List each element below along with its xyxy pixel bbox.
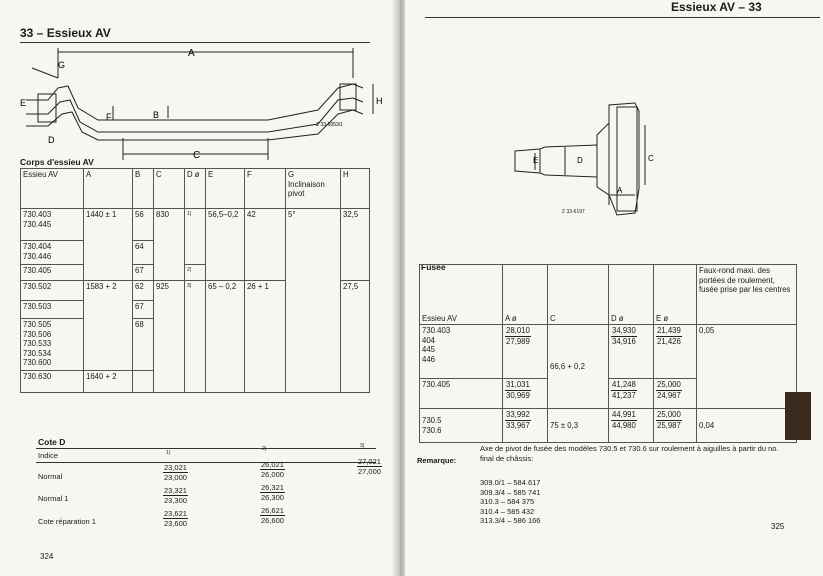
d-cell: $\frac{34,930}{34,916}$ xyxy=(609,325,654,379)
essieu-cell: 730.405 xyxy=(420,379,503,409)
cote-d-title: Cote D xyxy=(38,437,66,447)
f-cell: 42 xyxy=(245,209,286,281)
e-cell: $\frac{25,000}{24,967}$ xyxy=(654,379,697,409)
essieu-cell: 730.502 xyxy=(21,281,84,301)
chassis-item: 309.0/1 – 584 617 xyxy=(480,478,541,487)
cote-value: $\frac{26,321}{26,300}$ xyxy=(261,483,284,502)
g-cell: 5° xyxy=(286,209,341,393)
c-cell: 830 xyxy=(154,209,185,281)
chassis-item: 309.3/4 – 585 741 xyxy=(480,487,541,497)
essieu-cell: 730.5 730.6 xyxy=(420,409,503,443)
h-cell: 32,5 xyxy=(341,209,370,281)
e-cell: $\frac{25,000}{25,987}$ xyxy=(654,409,697,443)
faux-rond-cell: 0,04 xyxy=(697,409,797,443)
corps-title: Corps d'essieu AV xyxy=(20,157,94,167)
b-cell: 67 xyxy=(133,301,154,319)
header-d: D ø xyxy=(185,169,206,209)
chassis-item: 310.3 – 584 375 xyxy=(480,497,535,506)
f-cell: 26 + 1 xyxy=(245,281,286,393)
essieu-cell: 730.630 xyxy=(21,371,84,393)
fusee-label-d: D xyxy=(577,156,583,165)
dim-label-f: F xyxy=(106,112,112,122)
h-cell: 27,5 xyxy=(341,281,370,393)
page-number-right: 325 xyxy=(771,522,785,531)
essieu-cell: 730.403 404 445 446 xyxy=(420,325,503,379)
header-b: B xyxy=(133,169,154,209)
chassis-item: 313.3/4 – 586 166 xyxy=(480,516,541,525)
essieu-cell: 730.503 xyxy=(21,301,84,319)
section-thumb-tab xyxy=(785,392,811,440)
header-f: F xyxy=(245,169,286,209)
a-cell: $\frac{28,010}{27,989}$ xyxy=(503,325,548,379)
header-g: G Inclinaison pivot xyxy=(286,169,341,209)
c-cell: 925 xyxy=(154,281,185,393)
indice-col-1: 1) xyxy=(166,450,171,456)
fusee-table xyxy=(419,264,797,443)
header-e: E xyxy=(206,169,245,209)
d-cell: $\frac{41,248}{41,237}$ xyxy=(609,379,654,409)
axle-diagram xyxy=(18,48,388,163)
cote-row-label: Normal xyxy=(38,472,63,481)
cote-value: $\frac{23,321}{23,300}$ xyxy=(164,486,187,505)
e-cell: 56,5–0,2 xyxy=(206,209,245,281)
fusee-title: Fusée xyxy=(421,262,446,272)
faux-rond-cell: 0,05 xyxy=(697,325,797,409)
indice-col-3: 3) xyxy=(360,443,365,449)
essieu-cell: 730.403 730.445 xyxy=(21,209,84,241)
fusee-label-c: C xyxy=(648,154,654,163)
header-d: D ø xyxy=(609,265,654,325)
cote-row-label: Cote réparation 1 xyxy=(38,517,96,526)
remarque-label: Remarque: xyxy=(417,456,457,465)
diagram-ref: Z 33-6053/1 xyxy=(316,122,343,128)
header-faux-rond: Faux-rond maxi. des portées de roulement, fusée prise par les centres xyxy=(697,265,797,325)
dim-label-g: G xyxy=(58,60,66,70)
b-cell: 62 xyxy=(133,281,154,301)
b-cell: 64 xyxy=(133,241,154,265)
d-cell: 3) xyxy=(185,281,206,393)
dim-label-c: C xyxy=(193,150,201,161)
e-cell: $\frac{21,439}{21,426}$ xyxy=(654,325,697,379)
cote-value: $\frac{27,021}{27,000}$ xyxy=(358,457,381,476)
dim-label-e: E xyxy=(20,98,27,108)
fusee-label-e: E xyxy=(533,156,539,165)
left-page xyxy=(0,0,395,576)
remarque-text: Axe de pivot de fusée des modèles 730.5 et 730.6 sur roulement à aiguilles à partir du no. final de châssis: xyxy=(480,444,779,463)
a-cell: $\frac{31,031}{30,969}$ xyxy=(503,379,548,409)
dim-label-d: D xyxy=(48,135,55,145)
chassis-list xyxy=(480,478,540,526)
cote-value: $\frac{26,621}{26,600}$ xyxy=(261,506,284,525)
indice-label: Indice xyxy=(38,451,59,460)
a-cell: 1640 + 2 xyxy=(84,371,133,393)
page-number-left: 324 xyxy=(40,552,54,561)
c-cell: 66,6 + 0,2 xyxy=(548,325,609,409)
header-essieu: Essieu AV xyxy=(420,265,503,325)
cote-value: $\frac{23,021}{23,000}$ xyxy=(164,463,187,482)
fusee-diagram xyxy=(505,95,655,225)
header-a: A xyxy=(84,169,133,209)
b-cell: 56 xyxy=(133,209,154,241)
e-cell: 65 – 0,2 xyxy=(206,281,245,393)
essieu-cell: 730.405 xyxy=(21,265,84,281)
header-essieu: Essieu AV xyxy=(21,169,84,209)
left-page-title: 33 – Essieux AV xyxy=(20,26,111,40)
right-page xyxy=(405,0,823,576)
dim-label-b: B xyxy=(153,110,160,120)
cote-value: $\frac{26,021}{26,000}$ xyxy=(261,460,284,479)
header-e: E ø xyxy=(654,265,697,325)
d-cell: 2) xyxy=(185,265,206,281)
header-c: C xyxy=(154,169,185,209)
b-cell: 67 xyxy=(133,265,154,281)
cote-value: $\frac{23,621}{23,600}$ xyxy=(164,509,187,528)
corps-table xyxy=(20,168,370,393)
right-page-title: Essieux AV – 33 xyxy=(671,0,762,14)
d-cell: 1) xyxy=(185,209,206,265)
indice-col-2: 2) xyxy=(262,446,267,452)
a-cell: 1440 ± 1 xyxy=(84,209,133,281)
essieu-cell: 730.505 730.506 730.533 730.534 730.600 xyxy=(21,319,84,371)
dim-label-a: A xyxy=(188,48,195,59)
a-cell: 1583 + 2 xyxy=(84,281,133,371)
d-cell: $\frac{44,991}{44,980}$ xyxy=(609,409,654,443)
header-c: C xyxy=(548,265,609,325)
dim-label-h: H xyxy=(376,96,383,106)
cote-row-label: Normal 1 xyxy=(38,494,69,503)
header-a: A ø xyxy=(503,265,548,325)
c-cell: 75 ± 0,3 xyxy=(548,409,609,443)
fusee-label-a: A xyxy=(617,186,623,195)
b-cell: 68 xyxy=(133,319,154,371)
essieu-cell: 730.404 730.446 xyxy=(21,241,84,265)
a-cell: $\frac{33,992}{33,967}$ xyxy=(503,409,548,443)
header-h: H xyxy=(341,169,370,209)
chassis-item: 310.4 – 585 432 xyxy=(480,506,535,516)
fusee-diagram-ref: Z 33-6197 xyxy=(562,209,585,215)
